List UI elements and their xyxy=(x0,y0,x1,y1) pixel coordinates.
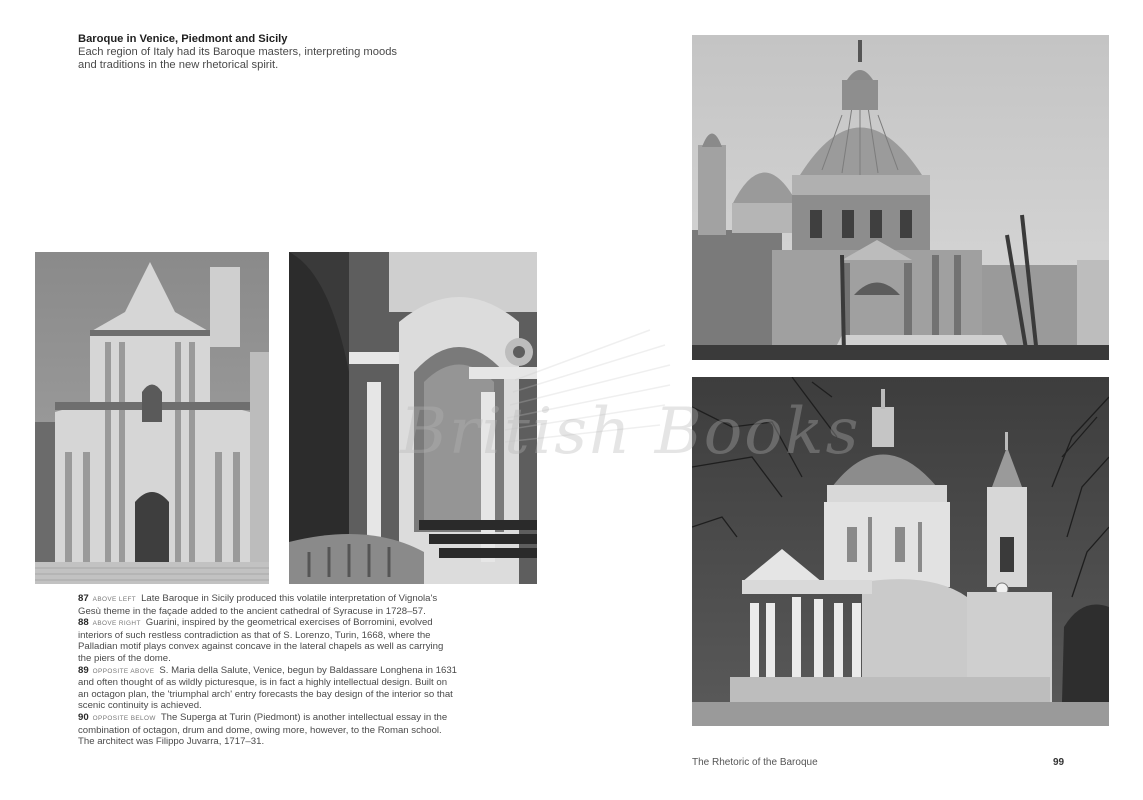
caption-90 xyxy=(78,712,458,748)
caption-position: OPPOSITE ABOVE xyxy=(92,667,155,675)
domed-church-image-icon xyxy=(692,377,1109,726)
figure-captions xyxy=(78,593,458,748)
caption-number: 90 xyxy=(78,711,89,723)
running-head: The Rhetoric of the Baroque xyxy=(692,757,818,768)
photo-syracuse-cathedral xyxy=(35,252,269,584)
caption-89 xyxy=(78,665,458,712)
caption-88 xyxy=(78,617,458,664)
church-interior-image-icon xyxy=(289,252,537,584)
caption-number: 87 xyxy=(78,593,89,604)
caption-text: The Superga at Turin (Piedmont) is another intellectual essay in the combination of octagon, drum and dome, owing more, however, to the Roman school. The architect was Filippo Juvarra, 1717–31. xyxy=(78,711,448,748)
section-subtitle-line-2: and traditions in the new rhetorical spirit. xyxy=(78,59,279,71)
page-number: 99 xyxy=(1053,757,1065,768)
photo-superga-turin xyxy=(692,377,1109,726)
caption-text: Late Baroque in Sicily produced this volatile interpretation of Vignola's Gesù theme in the façade added to the ancient cathedral of Syracuse in 1728–57. xyxy=(78,593,438,617)
photo-santa-maria-della-salute xyxy=(692,35,1109,360)
watermark-text: British Books xyxy=(400,395,861,469)
caption-position: ABOVE RIGHT xyxy=(92,620,141,628)
section-heading xyxy=(78,33,418,72)
domed-basilica-image-icon xyxy=(692,35,1109,360)
building-facade-image-icon xyxy=(35,252,269,584)
caption-87 xyxy=(78,593,458,617)
caption-text: S. Maria della Salute, Venice, begun by Baldassare Longhena in 1631 and often thought of as wildly picturesque, is in fact a highly intellectual design. Built on an octagon plan, the 'triumphal arch' entry forecasts the bay design of the interior so that scenic continuity is achieved. xyxy=(78,664,458,712)
caption-number: 88 xyxy=(78,617,89,629)
section-title: Baroque in Venice, Piedmont and Sicily xyxy=(78,33,288,45)
caption-text: Guarini, inspired by the geometrical exercises of Borromini, evolved interiors of such restless contradiction as that of S. Lorenzo, Turin, 1668, where the Palladian motif plays convex against concave in the lateral chapels as well as carrying the piers of the dome. xyxy=(78,617,444,664)
caption-position: OPPOSITE BELOW xyxy=(92,714,156,722)
section-subtitle-line-1: Each region of Italy had its Baroque masters, interpreting moods xyxy=(78,46,398,58)
caption-position: ABOVE LEFT xyxy=(92,596,137,603)
photo-san-lorenzo-interior xyxy=(289,252,537,584)
caption-number: 89 xyxy=(78,664,89,676)
